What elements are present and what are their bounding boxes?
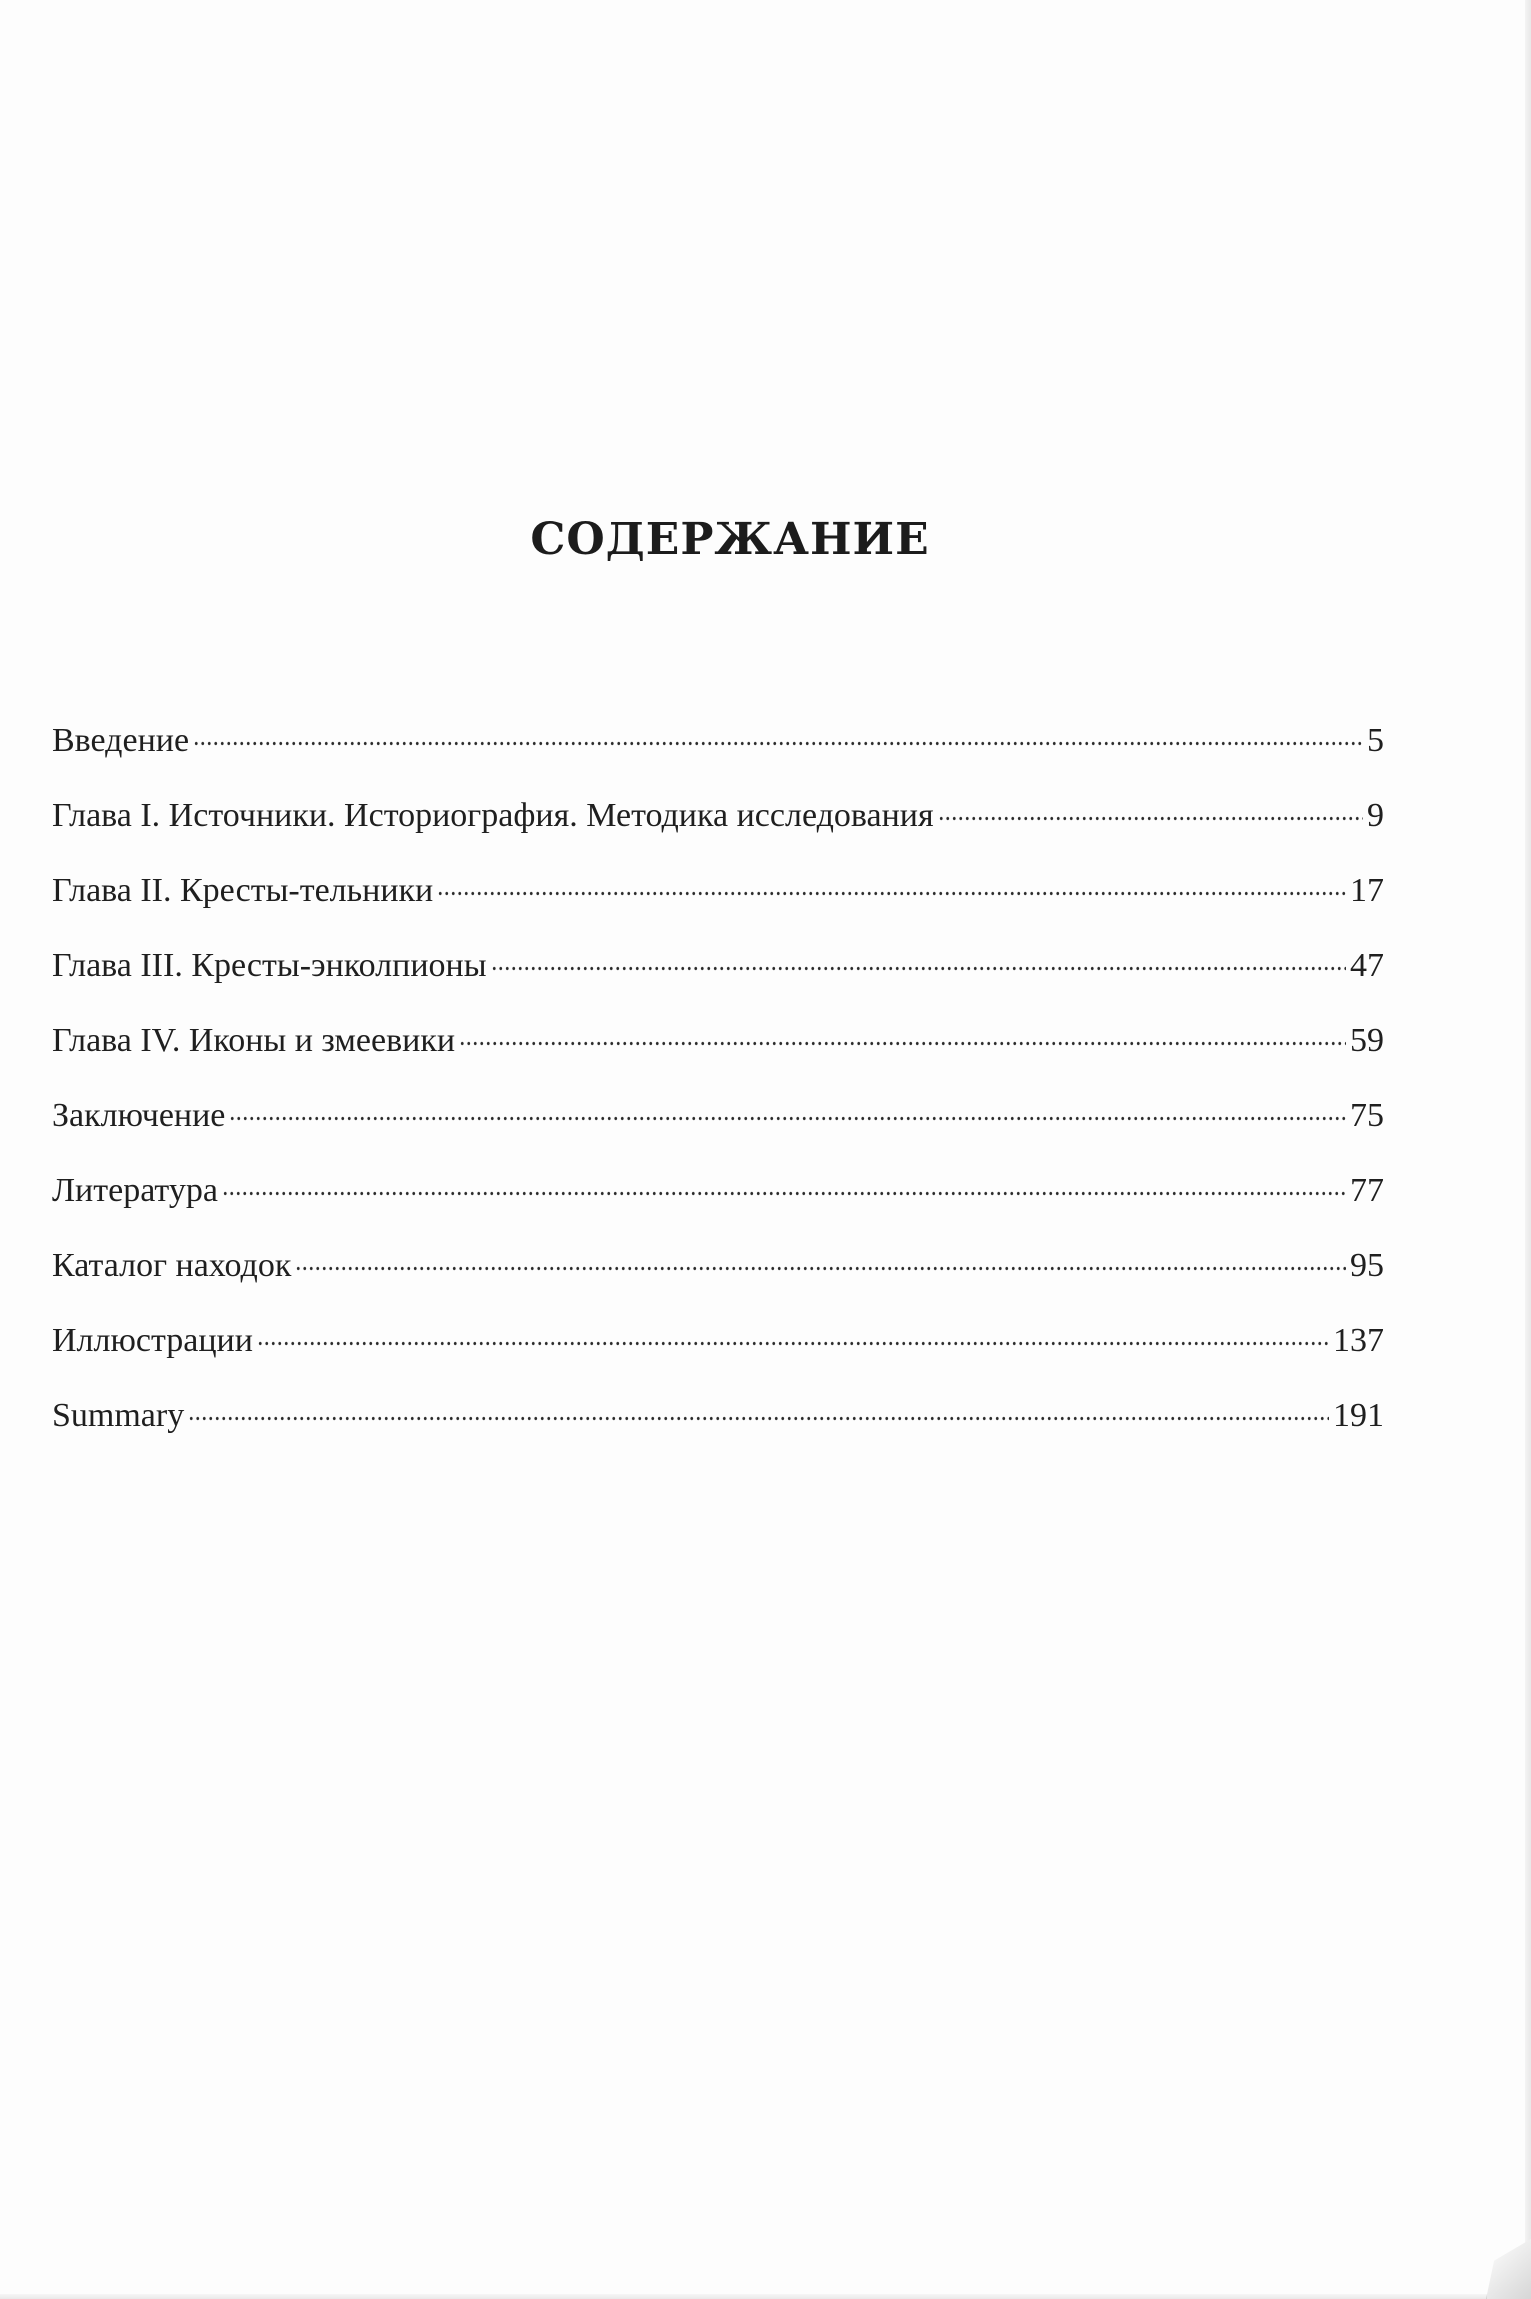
toc-entry-page-number: 59 — [1350, 1022, 1384, 1059]
toc-entry-title: Глава III. Кресты-энколпионы — [52, 947, 487, 984]
dot-leader — [938, 792, 1363, 826]
toc-entry — [52, 1016, 1384, 1091]
toc-entry-title: Иллюстрации — [52, 1322, 253, 1359]
toc-entry — [52, 716, 1384, 791]
toc-entry-page-number: 75 — [1350, 1097, 1384, 1134]
dot-leader — [491, 942, 1346, 976]
dot-leader — [459, 1017, 1346, 1051]
toc-entry — [52, 1166, 1384, 1241]
toc-entry-page-number: 77 — [1350, 1172, 1384, 1209]
dot-leader — [188, 1392, 1329, 1426]
dot-leader — [193, 717, 1363, 751]
dot-leader — [257, 1317, 1329, 1351]
dot-leader — [229, 1092, 1346, 1126]
toc-entry-page-number: 5 — [1367, 722, 1384, 759]
page-edge-right — [1525, 0, 1531, 2299]
toc-entry-title: Глава IV. Иконы и змеевики — [52, 1022, 456, 1059]
toc-entry — [52, 1316, 1384, 1391]
toc-entry — [52, 1091, 1384, 1166]
table-of-contents-heading: СОДЕРЖАНИЕ — [530, 514, 930, 565]
dot-leader — [222, 1167, 1346, 1201]
dot-leader — [295, 1242, 1346, 1276]
toc-entry — [52, 866, 1384, 941]
toc-entry — [52, 941, 1384, 1016]
toc-entry-page-number: 17 — [1350, 872, 1384, 909]
toc-entry-title: Каталог находок — [52, 1247, 292, 1284]
page-corner-fold — [1486, 2239, 1531, 2299]
toc-entry — [52, 1241, 1384, 1316]
toc-entry-page-number: 9 — [1367, 797, 1384, 834]
toc-entry-page-number: 95 — [1350, 1247, 1384, 1284]
toc-entry-title: Заключение — [52, 1097, 226, 1134]
toc-entry-page-number: 47 — [1350, 947, 1384, 984]
toc-entry-title: Глава I. Источники. Историография. Методика исследования — [52, 797, 934, 834]
table-of-contents — [52, 716, 1384, 1466]
toc-entry — [52, 791, 1384, 866]
toc-entry-page-number: 191 — [1333, 1397, 1384, 1434]
toc-entry-title: Введение — [52, 722, 190, 759]
toc-entry — [52, 1391, 1384, 1466]
page-edge-bottom — [0, 2294, 1531, 2299]
toc-entry-page-number: 137 — [1333, 1322, 1384, 1359]
toc-entry-title: Глава II. Кресты-тельники — [52, 872, 434, 909]
toc-entry-title: Литература — [52, 1172, 218, 1209]
toc-entry-title: Summary — [52, 1397, 185, 1434]
dot-leader — [437, 867, 1346, 901]
